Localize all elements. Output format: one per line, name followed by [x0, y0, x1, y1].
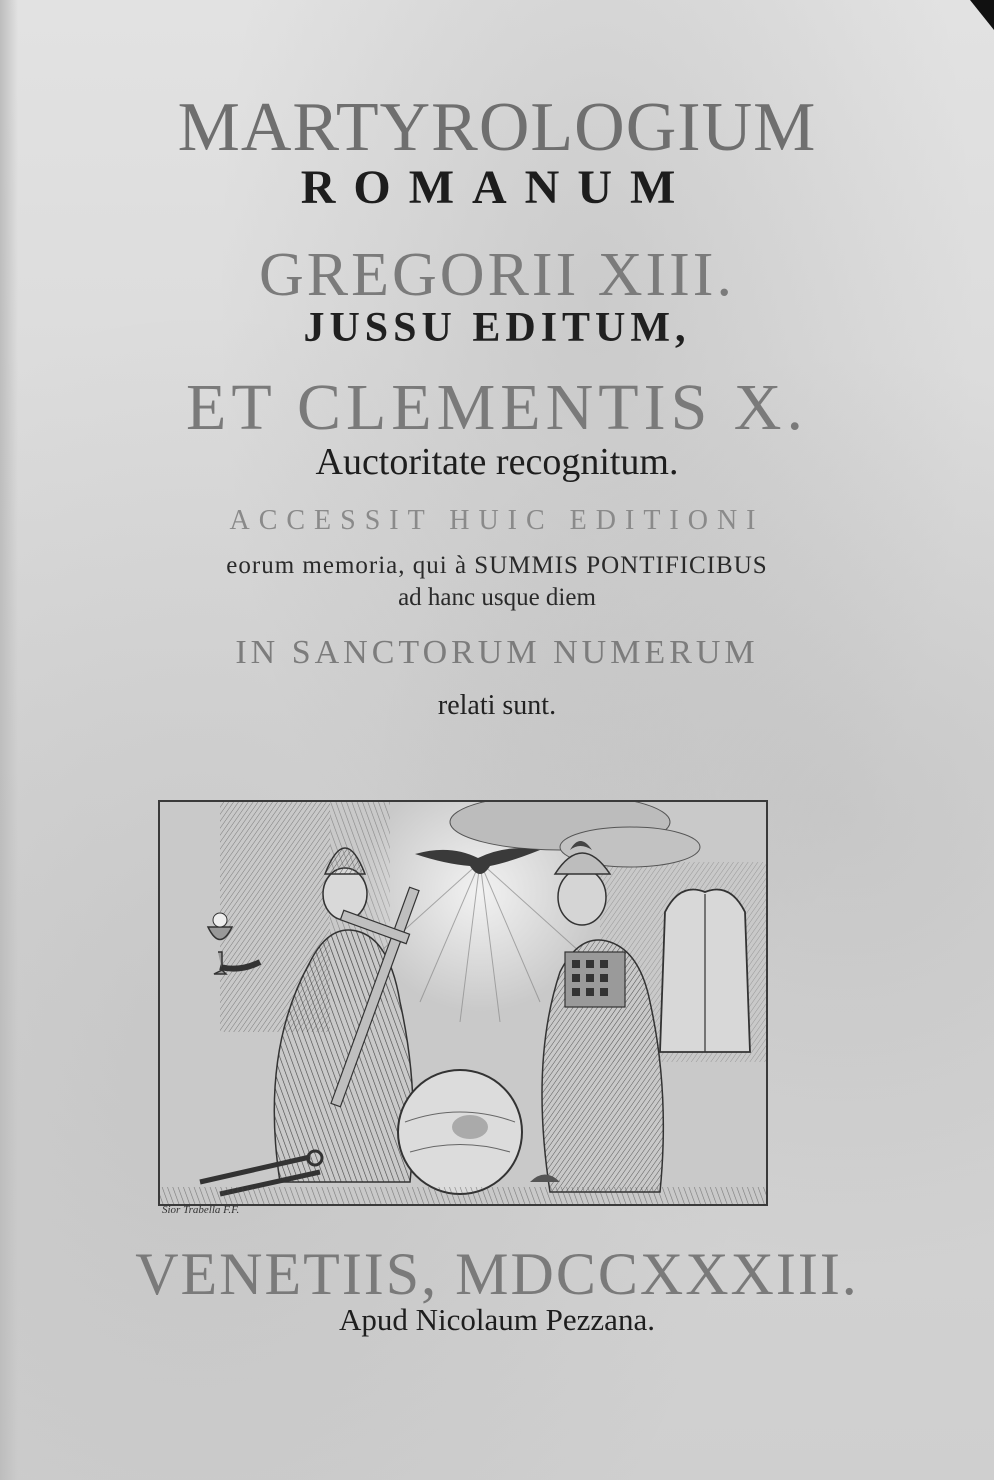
title-line-eorum-memoria: eorum memoria, qui à SUMMIS PONTIFICIBUS [226, 552, 768, 579]
title-line-martyrologium: MARTYROLOGIUM [177, 89, 817, 166]
title-line-romanum: ROMANUM [300, 161, 694, 214]
engraver-signature: Sior Trabella F.F. [162, 1204, 240, 1216]
title-line-auctoritate: Auctoritate recognitum. [315, 441, 679, 483]
engraving-illustration [158, 800, 768, 1206]
imprint-printer: Apud Nicolaum Pezzana. [339, 1302, 655, 1337]
title-line-relati-sunt: relati sunt. [437, 690, 557, 721]
engraving-artwork [160, 802, 766, 1204]
title-line-ad-hanc: ad hanc usque diem [398, 584, 596, 611]
title-line-in-sanctorum: IN SANCTORUM NUMERUM [235, 634, 759, 671]
title-line-accessit: ACCESSIT HUIC EDITIONI [229, 505, 765, 536]
imprint-place-date: VENETIIS, MDCCXXXIII. [135, 1241, 859, 1307]
dark-corner [954, 0, 994, 30]
title-line-clementis: ET CLEMENTIS X. [186, 371, 808, 444]
title-line-jussu-editum: JUSSU EDITUM, [303, 305, 691, 351]
title-line-gregorii: GREGORII XIII. [259, 241, 735, 309]
